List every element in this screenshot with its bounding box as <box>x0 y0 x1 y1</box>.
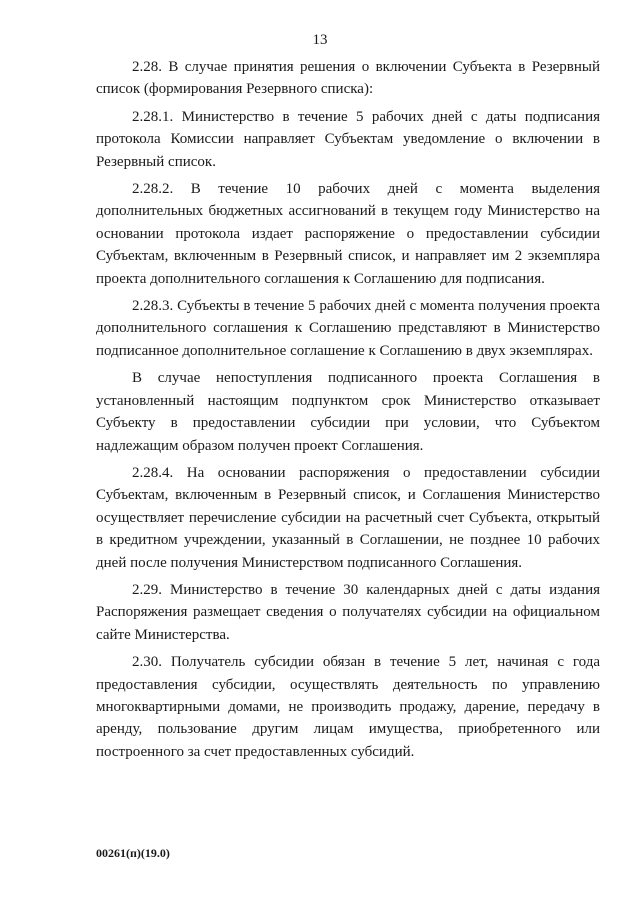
page-number: 13 <box>312 32 328 48</box>
paragraph-2-29: 2.29. Министерство в течение 30 календарных дней с даты издания Распоряжения размещает сведения о получателях субсидии на официальном сайте Министерства. <box>96 581 600 643</box>
paragraph-2-28-4: 2.28.4. На основании распоряжения о предоставлении субсидии Субъектам, включенным в Резервный список, и Соглашения Министерство осуществляет перечисление субсидии на расчетный счет Субъекта, открытый в кредитном учреждении, указанный в Соглашении, не позднее 10 рабочих дней после получения Министерством подписанного Соглашения. <box>96 464 600 571</box>
document-body <box>96 56 600 763</box>
paragraph-2-28-3-refusal: В случае непоступления подписанного проекта Соглашения в установленный настоящим подпунктом срок Министерство отказывает Субъекту в предоставлении субсидии при условии, что Субъектом надлежащим образом получен проект Соглашения. <box>96 370 600 454</box>
paragraph-2-28-2: 2.28.2. В течение 10 рабочих дней с момента выделения дополнительных бюджетных ассигнований в текущем году Министерство на основании протокола издает распоряжение о предоставлении субсидии Субъектам, включенным в Резервный список, и направляет им 2 экземпляра проекта дополнительного соглашения к Соглашению для подписания. <box>96 181 600 287</box>
paragraph-2-28-1: 2.28.1. Министерство в течение 5 рабочих дней с даты подписания протокола Комиссии направляет Субъектам уведомление о включении в Резервный список. <box>96 108 600 170</box>
paragraph-2-28: 2.28. В случае принятия решения о включении Субъекта в Резервный список (формирования Резервного списка): <box>96 59 600 98</box>
paragraph-2-28-3: 2.28.3. Субъекты в течение 5 рабочих дней с момента получения проекта дополнительного соглашения к Соглашению представляют в Министерство подписанное дополнительное соглашение к Соглашению в двух экземплярах. <box>96 298 600 359</box>
document-code: 00261(п)(19.0) <box>96 846 170 860</box>
paragraph-2-30: 2.30. Получатель субсидии обязан в течение 5 лет, начиная с года предоставления субсидии, осуществлять деятельность по управлению многоквартирными домами, не производить продажу, дарение, передачу в аренду, пользование другим лицам имущества, приобретенного или построенного за счет предоставленных субсидий. <box>96 654 600 760</box>
